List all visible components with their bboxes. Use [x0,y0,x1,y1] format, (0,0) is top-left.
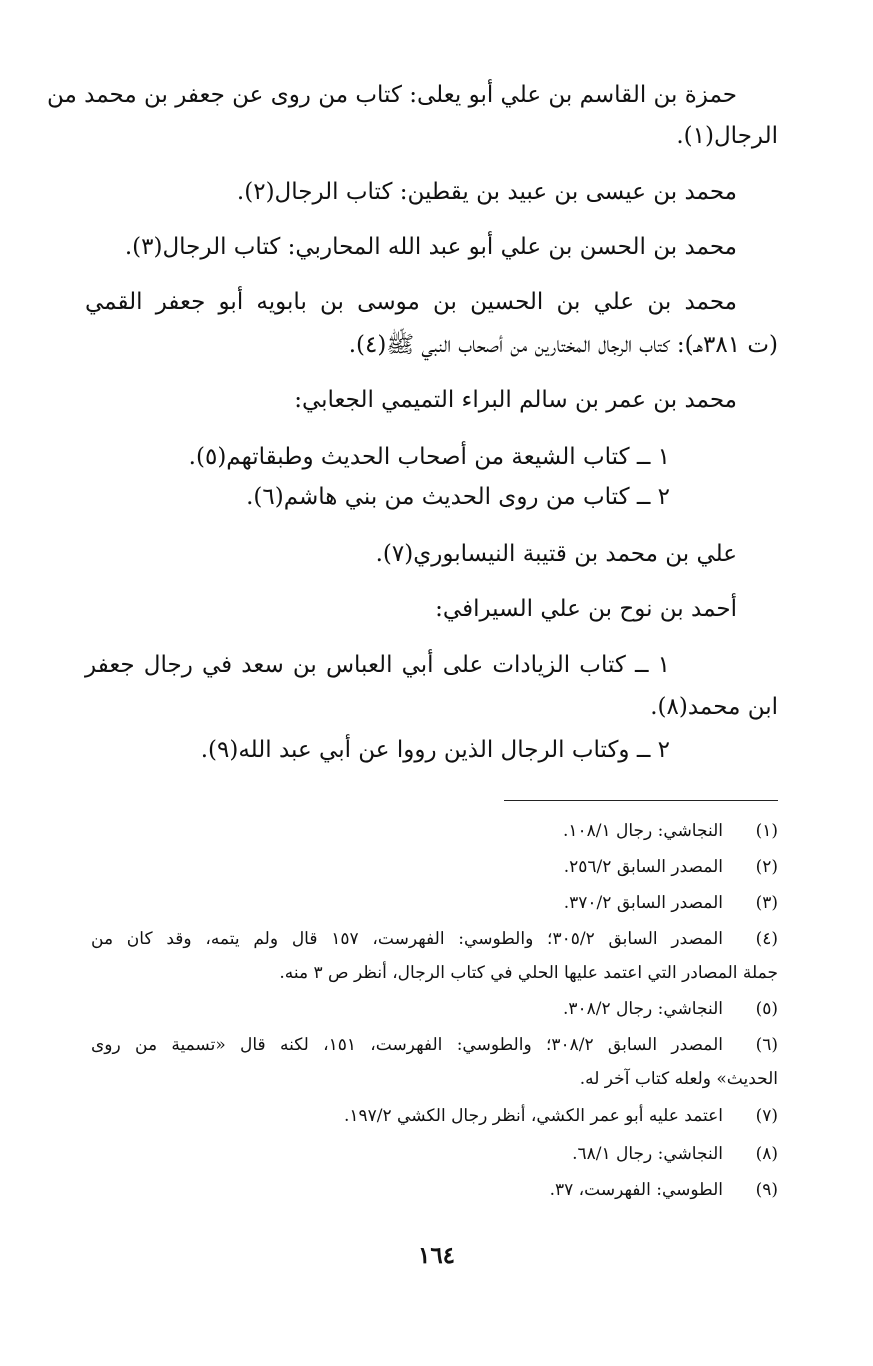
footnote-number: (٧) [755,1106,778,1126]
list-item: ٢ ــ وكتاب الرجال الذين رووا عن أبي عبد الله(٩). [200,737,670,763]
footnote-text: المصدر السابق ٢٥٦/٢. [563,857,723,877]
footnote-number: (٤) [755,929,778,949]
footnote-number: (٦) [755,1035,778,1055]
body-line: محمد بن عمر بن سالم البراء التميمي الجعابي: [294,387,737,413]
footnote-text: النجاشي: رجال ٣٠٨/٢. [562,999,723,1019]
list-item: ١ ــ كتاب الزيادات على أبي العباس بن سعد في رجال جعفر [85,652,670,678]
footnote-text: جملة المصادر التي اعتمد عليها الحلي في كتاب الرجال، أنظر ص ٣ منه. [279,963,778,983]
body-line: محمد بن عيسى بن عبيد بن يقطين: كتاب الرجال(٢). [236,179,737,205]
footnote-text: المصدر السابق ٣٠٨/٢؛ والطوسي: الفهرست، ١٥١، لكنه قال «تسمية من روى [91,1035,723,1055]
footnote-number: (٥) [755,999,778,1019]
footnote-number: (١) [755,821,778,841]
footnote-separator [504,800,778,801]
footnote-text: النجاشي: رجال ١٠٨/١. [562,821,723,841]
footnote-text: النجاشي: رجال ٦٨/١. [572,1144,723,1164]
footnote-text: الحديث» ولعله كتاب آخر له. [579,1069,778,1089]
footnote-number: (٢) [755,857,778,877]
page-number: ١٦٤ [417,1242,456,1269]
body-line: (ت ٣٨١هـ): كتاب الرجال المختارين من أصحاب النبي ﷺ(٤). [348,332,778,358]
body-line: محمد بن الحسن بن علي أبو عبد الله المحاربي: كتاب الرجال(٣). [124,234,737,260]
list-item: ٢ ــ كتاب من روى الحديث من بني هاشم(٦). [246,484,670,510]
body-line: الرجال(١). [676,123,778,149]
body-line: علي بن محمد بن قتيبة النيسابوري(٧). [375,541,737,567]
body-line: أحمد بن نوح بن علي السيرافي: [435,596,737,622]
footnote-text: الطوسي: الفهرست، ٣٧. [549,1180,723,1200]
footnote-text: المصدر السابق ٣٧٠/٢. [563,893,723,913]
footnote-number: (٣) [755,893,778,913]
footnote-number: (٩) [755,1180,778,1200]
body-line: حمزة بن القاسم بن علي أبو يعلى: كتاب من روى عن جعفر بن محمد من [47,82,737,108]
list-item: ١ ــ كتاب الشيعة من أصحاب الحديث وطبقاتهم(٥). [188,444,670,470]
footnote-number: (٨) [755,1144,778,1164]
body-line: ابن محمد(٨). [650,694,778,720]
body-line: محمد بن علي بن الحسين بن موسى بن بابويه أبو جعفر القمي [85,289,737,315]
footnote-text: اعتمد عليه أبو عمر الكشي، أنظر رجال الكشي ١٩٧/٢. [343,1106,723,1126]
footnote-text: المصدر السابق ٣٠٥/٢؛ والطوسي: الفهرست، ١٥٧ قال ولم يتمه، وقد كان من [91,929,723,949]
